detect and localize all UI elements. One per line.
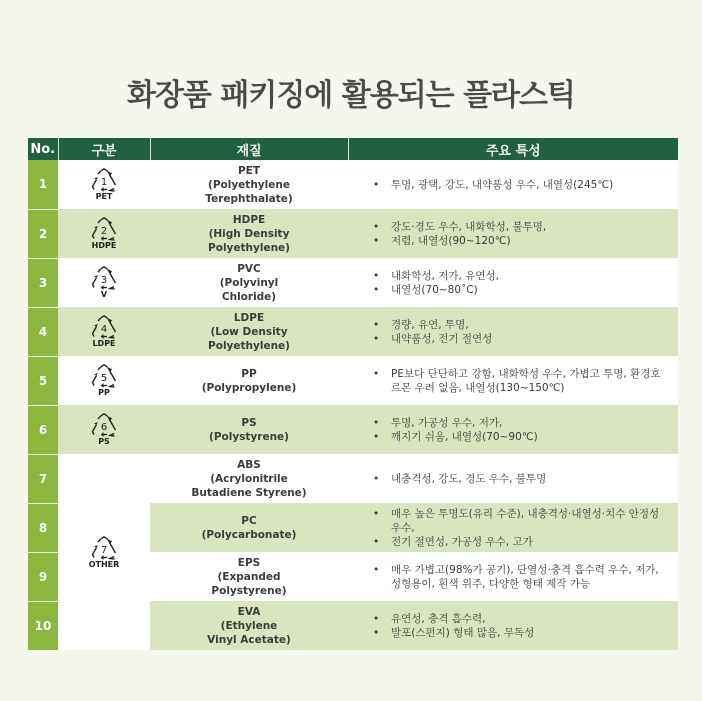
header-category: 구분: [58, 138, 150, 160]
feature-item: • 내약품성, 전기 절연성: [373, 332, 668, 346]
header-features: 주요 특성: [348, 138, 678, 160]
features-cell: [348, 405, 678, 454]
recycle-triangle-icon: [90, 266, 118, 290]
feature-item: • 발포(스펀지) 형태 많음, 무독성: [373, 626, 668, 640]
features-cell: [348, 258, 678, 307]
row-number: 7: [28, 454, 58, 503]
row-number: 4: [28, 307, 58, 356]
material-cell: [150, 307, 348, 356]
recycle-triangle-icon: [90, 168, 118, 192]
material-line: (Polypropylene): [201, 381, 297, 394]
recycle-code-label: PET: [95, 192, 113, 201]
material-line: Terephthalate): [205, 192, 293, 205]
material-line: Butadiene Styrene): [191, 486, 307, 499]
recycle-symbol-cell: [58, 405, 150, 454]
material-line: PET: [237, 164, 261, 177]
material-cell: [150, 601, 348, 650]
feature-item: • 매우 높은 투명도(유리 수준), 내충격성·내열성·치수 안정성 우수,: [373, 507, 668, 535]
svg-text:7: 7: [100, 544, 108, 556]
svg-text:6: 6: [100, 422, 108, 433]
svg-text:1: 1: [100, 177, 108, 188]
plastic-table: [28, 138, 678, 651]
features-cell: [348, 601, 678, 650]
feature-item: • 내열성(70~80˚C): [373, 283, 668, 297]
feature-item: • 강도·경도 우수, 내화학성, 불투명,: [373, 220, 668, 234]
material-line: ABS: [237, 458, 261, 471]
table-body: [28, 160, 678, 650]
material-line: EVA: [237, 605, 261, 618]
recycle-symbol-cell-other: [58, 454, 150, 650]
recycle-triangle-icon: [90, 413, 118, 437]
material-line: (Expanded: [217, 570, 281, 583]
svg-text:2: 2: [100, 226, 108, 237]
recycle-code-label: PP: [98, 388, 110, 397]
row-number: 10: [28, 601, 58, 650]
material-line: HDPE: [232, 213, 266, 226]
material-cell: [150, 405, 348, 454]
recycle-symbol-cell: [58, 160, 150, 209]
header-no: No.: [28, 138, 58, 160]
material-line: Chloride): [221, 290, 277, 303]
feature-item: • 투명, 가공성 우수, 저가,: [373, 416, 668, 430]
table-row: [28, 307, 678, 356]
material-cell: [150, 503, 348, 552]
features-cell: [348, 503, 678, 552]
material-line: Polystyrene): [211, 584, 287, 597]
material-line: PVC: [237, 262, 261, 275]
recycle-code-label: LDPE: [92, 339, 116, 348]
material-line: PS: [241, 416, 257, 429]
features-cell: [348, 209, 678, 258]
material-cell: [150, 160, 348, 209]
recycle-symbol-cell: [58, 258, 150, 307]
features-cell: [348, 552, 678, 601]
row-number: 5: [28, 356, 58, 405]
feature-item: • 유연성, 충격 흡수력,: [373, 612, 668, 626]
recycle-triangle-icon: [90, 364, 118, 388]
recycle-symbol-cell: [58, 209, 150, 258]
feature-item: • 내화학성, 저가, 유연성,: [373, 269, 668, 283]
material-line: Polyethylene): [208, 339, 290, 352]
feature-item: • 깨지기 쉬움, 내열성(70~90℃): [373, 430, 668, 444]
row-number: 1: [28, 160, 58, 209]
recycle-code-label: HDPE: [91, 241, 117, 250]
material-line: Polyethylene): [208, 241, 290, 254]
material-cell: [150, 258, 348, 307]
feature-item: • 내충격성, 강도, 경도 우수, 불투명: [373, 472, 668, 486]
recycle-symbol-cell: [58, 356, 150, 405]
table-row: [28, 160, 678, 209]
feature-item: • 경량, 유연, 투명,: [373, 318, 668, 332]
recycle-code-label: OTHER: [88, 559, 120, 569]
row-number: 3: [28, 258, 58, 307]
row-number: 9: [28, 552, 58, 601]
features-cell: [348, 454, 678, 503]
table-row: [28, 356, 678, 405]
feature-item: • 투명, 광택, 강도, 내약품성 우수, 내열성(245℃): [373, 178, 668, 192]
material-cell: [150, 356, 348, 405]
table-header-row: [28, 138, 678, 160]
recycle-symbol-cell: [58, 307, 150, 356]
material-line: EPS: [237, 556, 261, 569]
material-line: (Polyethylene: [208, 178, 290, 191]
row-number: 2: [28, 209, 58, 258]
material-line: (Acrylonitrile: [210, 472, 288, 485]
recycle-triangle-icon: [90, 315, 118, 339]
material-line: (Ethylene: [220, 619, 278, 632]
svg-text:5: 5: [100, 373, 108, 384]
svg-text:4: 4: [100, 324, 108, 335]
table-row: [28, 454, 678, 503]
row-number: 6: [28, 405, 58, 454]
svg-text:3: 3: [100, 275, 108, 286]
table-row: [28, 258, 678, 307]
material-line: LDPE: [233, 311, 265, 324]
material-cell: [150, 454, 348, 503]
table-row: [28, 209, 678, 258]
material-line: PC: [241, 514, 257, 527]
features-cell: [348, 307, 678, 356]
page-title: 화장품 패키징에 활용되는 플라스틱: [126, 78, 576, 113]
recycle-code-label: PS: [98, 437, 110, 446]
material-cell: [150, 552, 348, 601]
recycle-triangle-icon: [90, 536, 118, 560]
feature-item: • 전기 절연성, 가공성 우수, 고가: [373, 535, 668, 549]
material-line: (High Density: [208, 227, 290, 240]
material-line: Vinyl Acetate): [207, 633, 291, 646]
material-line: (Polystyrene): [209, 430, 289, 443]
header-material: 재질: [150, 138, 348, 160]
row-number: 8: [28, 503, 58, 552]
recycle-code-label: V: [100, 290, 108, 299]
material-line: PP: [241, 367, 257, 380]
feature-item: • 저렴, 내열성(90~120℃): [373, 234, 668, 248]
recycle-triangle-icon: [90, 217, 118, 241]
feature-item: • 매우 가볍고(98%가 공기), 단열성·충격 흡수력 우수, 저가, 성형용이, 흰색 위주, 다양한 형태 제작 가능: [373, 563, 668, 591]
feature-item: • PE보다 단단하고 강함, 내화학성 우수, 가볍고 투명, 환경호르몬 우려 없음, 내열성(130~150℃): [373, 367, 668, 395]
material-line: (Polycarbonate): [201, 528, 297, 541]
table-row: [28, 405, 678, 454]
features-cell: [348, 356, 678, 405]
material-cell: [150, 209, 348, 258]
material-line: (Polyvinyl: [219, 276, 279, 289]
features-cell: [348, 160, 678, 209]
material-line: (Low Density: [210, 325, 288, 338]
